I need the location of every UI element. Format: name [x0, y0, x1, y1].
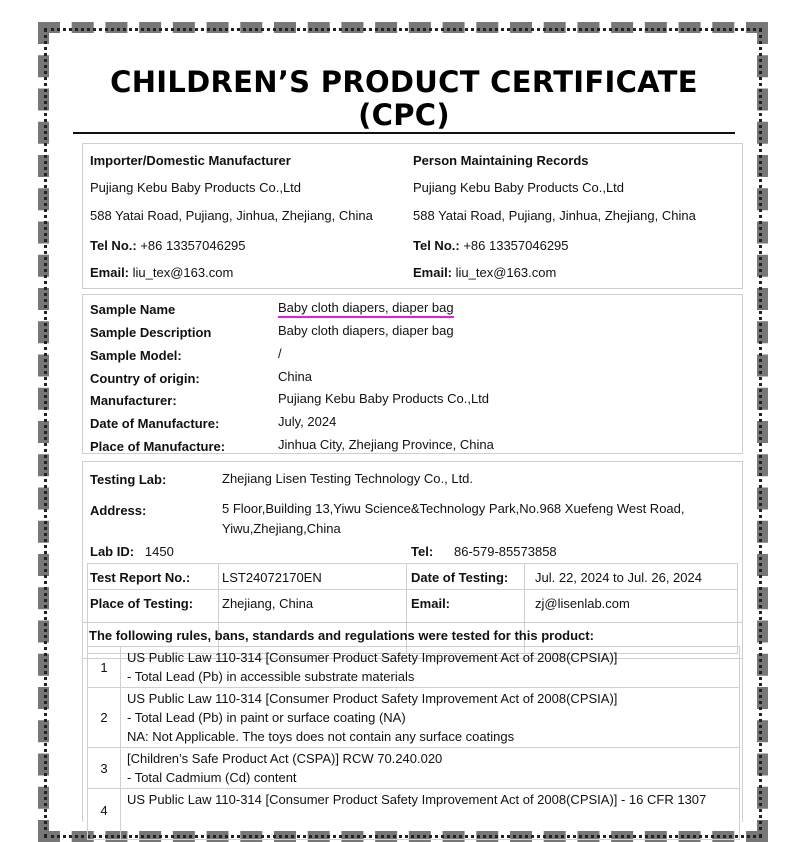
- lab-address-line2: Yiwu,Zhejiang,China: [222, 521, 341, 536]
- title-rule: [73, 132, 735, 134]
- records-tel-value: +86 13357046295: [463, 238, 569, 253]
- sample-model-label: Sample Model:: [90, 348, 182, 363]
- sample-section: [82, 294, 743, 454]
- importer-heading: Importer/Domestic Manufacturer: [90, 153, 291, 168]
- rule-text: [121, 688, 740, 748]
- sample-name-highlight: Baby cloth diapers, diaper bag: [278, 300, 454, 318]
- rule-text: [121, 789, 740, 840]
- manufacturer-label: Manufacturer:: [90, 393, 177, 408]
- sample-description-label: Sample Description: [90, 325, 212, 340]
- importer-name: Pujiang Kebu Baby Products Co.,Ltd: [90, 180, 302, 195]
- lab-id-label: Lab ID:: [90, 544, 135, 559]
- rule-line: - Total Lead (Pb) in accessible substrate materials: [127, 669, 415, 684]
- importer-tel-value: +86 13357046295: [140, 238, 246, 253]
- rule-text: [121, 748, 740, 789]
- testing-lab-label: Testing Lab:: [90, 472, 167, 487]
- lab-email-label: Email:: [411, 596, 451, 611]
- importer-email: [90, 265, 233, 280]
- lab-id: [90, 544, 174, 559]
- report-no-label: Test Report No.:: [90, 570, 191, 585]
- records-tel-label: Tel No.:: [413, 238, 460, 253]
- sample-name-label: Sample Name: [90, 302, 176, 317]
- rule-row: [88, 688, 740, 748]
- rules-table: [87, 646, 740, 840]
- certificate-page: [62, 44, 746, 818]
- rule-number: 3: [88, 748, 121, 789]
- manufacturer-value: Pujiang Kebu Baby Products Co.,Ltd: [278, 391, 490, 406]
- testing-lab-value: Zhejiang Lisen Testing Technology Co., Ltd.: [222, 471, 474, 486]
- place-of-testing-label: Place of Testing:: [90, 596, 194, 611]
- records-tel: [413, 238, 569, 253]
- report-no-value: LST24072170EN: [222, 570, 322, 585]
- lab-email-value: zj@lisenlab.com: [535, 596, 630, 611]
- rule-row: [88, 748, 740, 789]
- records-heading: Person Maintaining Records: [413, 153, 589, 168]
- rule-row: [88, 647, 740, 688]
- records-email-label: Email:: [413, 265, 453, 280]
- records-email-value: liu_tex@163.com: [455, 265, 557, 280]
- rules-heading: The following rules, bans, standards and regulations were tested for this product:: [89, 628, 594, 643]
- place-of-testing-value: Zhejiang, China: [222, 596, 314, 611]
- certificate-title: [62, 44, 746, 132]
- place-of-manufacture-label: Place of Manufacture:: [90, 439, 226, 454]
- date-of-manufacture-value: July, 2024: [278, 414, 337, 429]
- rule-number: 2: [88, 688, 121, 748]
- importer-email-value: liu_tex@163.com: [132, 265, 234, 280]
- testing-date-value: Jul. 22, 2024 to Jul. 26, 2024: [535, 570, 702, 585]
- country-value: China: [278, 369, 312, 384]
- importer-tel: [90, 238, 246, 253]
- records-address: 588 Yatai Road, Pujiang, Jinhua, Zhejiang, China: [413, 208, 696, 223]
- rule-line: US Public Law 110-314 [Consumer Product Safety Improvement Act of 2008(CPSIA)]: [127, 691, 618, 706]
- sample-model-value: /: [278, 346, 282, 361]
- rule-text: [121, 647, 740, 688]
- lab-address-line1: 5 Floor,Building 13,Yiwu Science&Technology Park,No.968 Xuefeng West Road,: [222, 501, 685, 516]
- importer-email-label: Email:: [90, 265, 130, 280]
- place-of-manufacture-value: Jinhua City, Zhejiang Province, China: [278, 437, 494, 452]
- lab-id-value: 1450: [144, 544, 174, 559]
- testing-date-label: Date of Testing:: [411, 570, 509, 585]
- sample-name-value: [278, 300, 454, 315]
- importer-address: 588 Yatai Road, Pujiang, Jinhua, Zhejiang, China: [90, 208, 373, 223]
- lab-tel-label: Tel:: [411, 544, 434, 559]
- rule-line: US Public Law 110-314 [Consumer Product Safety Improvement Act of 2008(CPSIA)]: [127, 650, 618, 665]
- date-of-manufacture-label: Date of Manufacture:: [90, 416, 220, 431]
- parties-section: [82, 143, 743, 289]
- country-label: Country of origin:: [90, 371, 200, 386]
- sample-description-value: Baby cloth diapers, diaper bag: [278, 323, 454, 338]
- importer-tel-label: Tel No.:: [90, 238, 137, 253]
- records-email: [413, 265, 556, 280]
- rule-line: [Children’s Safe Product Act (CSPA)] RCW 70.240.020: [127, 751, 443, 766]
- title-line-1: CHILDREN’S PRODUCT CERTIFICATE: [110, 65, 698, 99]
- rule-number: 4: [88, 789, 121, 840]
- rule-line: - Total Lead (Pb) in paint or surface coating (NA): [127, 710, 406, 725]
- rule-line: NA: Not Applicable. The toys does not contain any surface coatings: [127, 729, 515, 744]
- rule-number: 1: [88, 647, 121, 688]
- lab-tel-value: 86-579-85573858: [454, 544, 557, 559]
- grid-row-divider: [88, 589, 737, 590]
- lab-address-label: Address:: [90, 503, 147, 518]
- rule-line: - Total Cadmium (Cd) content: [127, 770, 297, 785]
- rule-line: US Public Law 110-314 [Consumer Product Safety Improvement Act of 2008(CPSIA)] - 16 CFR 1307: [127, 792, 707, 807]
- title-line-2: (CPC): [358, 98, 450, 132]
- rules-section: [82, 622, 743, 822]
- rule-row: [88, 789, 740, 840]
- records-name: Pujiang Kebu Baby Products Co.,Ltd: [413, 180, 625, 195]
